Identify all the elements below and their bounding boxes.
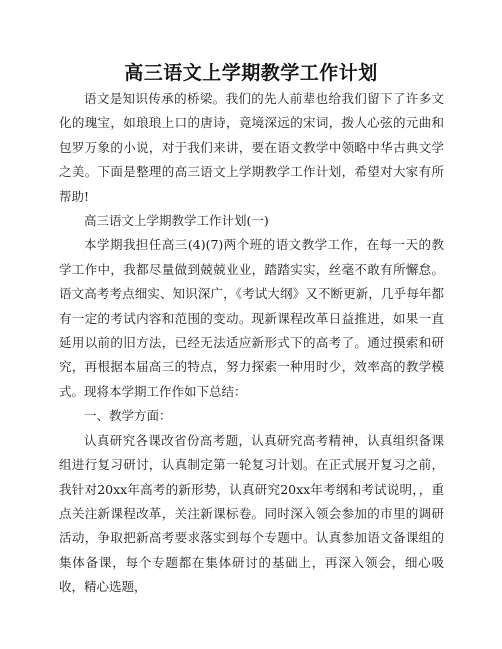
document-body bbox=[59, 87, 444, 600]
intro-paragraph: 语文是知识传承的桥梁。我们的先人前辈也给我们留下了许多文化的瑰宝，如琅琅上口的唐诗，竟境深远的宋词，拨人心弦的元曲和包罗万象的小说，对于我们来讲，要在语文教学中领略中华古典文学之美。下面是整理的高三语文上学期教学工作计划，希望对大家有所帮助! bbox=[59, 91, 444, 204]
body-paragraph: 认真研究各课改省份高考题，认真研究高考精神，认真组织备课组进行复习研讨，认真制定第一轮复习计划。在正式展开复习之前，我针对20xx年高考的新形势，认真研究20xx年考纲和考试说明，，重点关注新课程改革，关注新课标卷。同时深入领会参加的市里的调研活动，争取把新高考要求落实到每个专题中。认真参加语文备课组的集体备课，每个专题都在集体研讨的基础上，再深入领会，细心吸收，精心选题， bbox=[59, 432, 444, 595]
body-paragraph: 本学期我担任高三(4)(7)两个班的语文教学工作，在每一天的教学工作中，我都尽量做到兢兢业业，踏踏实实，丝毫不敢有所懈怠。语文高考考点细实、知识深广，《考试大纲》又不断更新，几乎每年都有一定的考试内容和范围的变动。现新课程改革日益推进，如果一直延用以前的旧方法，已经无法适应新形式下的高考了。通过摸索和研究，再根据本届高三的特点，努力探索一种用时少，效率高的教学模式。现将本学期工作作如下总结： bbox=[59, 237, 444, 399]
section-subtitle: 高三语文上学期教学工作计划(一) bbox=[84, 213, 269, 229]
document-title: 高三语文上学期教学工作计划 bbox=[124, 62, 378, 84]
section-heading: 一、教学方面： bbox=[84, 408, 172, 424]
